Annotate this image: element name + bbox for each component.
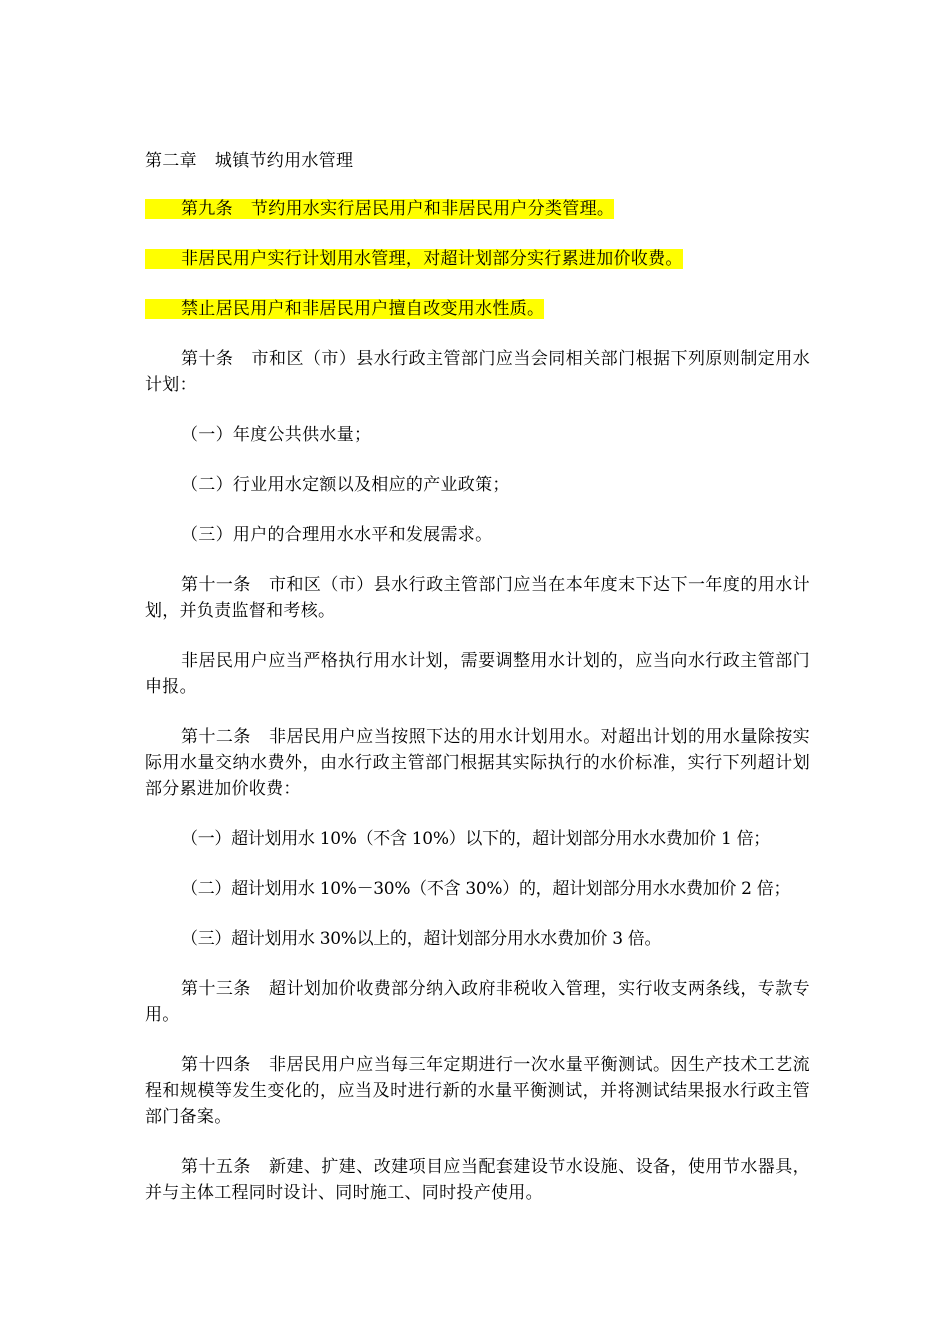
article-12-body: 非居民用户应当按照下达的用水计划用水。对超出计划的用水量除按实际用水量交纳水费外，由水行政主管部门根据其实际执行的水价标准，实行下列超计划部分累进加价收费： xyxy=(145,727,810,799)
article-15 xyxy=(145,1154,810,1206)
article-12-item-2: （二）超计划用水 10%－30%（不含 30%）的，超计划部分用水水费加价 2 倍； xyxy=(181,879,791,899)
chapter-title: 城镇节约用水管理 xyxy=(214,151,354,171)
article-15-head: 第十五条 xyxy=(181,1157,251,1177)
article-9-paragraph-3 xyxy=(145,296,810,322)
article-10-item-1: （一）年度公共供水量； xyxy=(181,425,372,445)
article-12-item-3: （三）超计划用水 30%以上的，超计划部分用水水费加价 3 倍。 xyxy=(181,929,662,949)
article-14-head: 第十四条 xyxy=(181,1055,251,1075)
article-13-body: 超计划加价收费部分纳入政府非税收入管理，实行收支两条线，专款专用。 xyxy=(145,979,810,1025)
article-9-paragraph-2 xyxy=(145,246,810,272)
article-9-head: 第九条 xyxy=(181,199,233,219)
article-12 xyxy=(145,724,810,802)
article-12-item-1: （一）超计划用水 10%（不含 10%）以下的，超计划部分用水水费加价 1 倍； xyxy=(181,829,771,849)
document-page xyxy=(145,148,810,1230)
article-12-head: 第十二条 xyxy=(181,727,251,747)
article-10-body: 市和区（市）县水行政主管部门应当会同相关部门根据下列原则制定用水计划： xyxy=(145,349,810,395)
article-11-head: 第十一条 xyxy=(181,575,251,595)
article-9-paragraph-3-text: 禁止居民用户和非居民用户擅自改变用水性质。 xyxy=(145,299,544,319)
article-10-head: 第十条 xyxy=(181,349,234,369)
article-9-paragraph-2-text: 非居民用户实行计划用水管理，对超计划部分实行累进加价收费。 xyxy=(145,249,683,269)
article-13-head: 第十三条 xyxy=(181,979,251,999)
article-11-paragraph-2: 非居民用户应当严格执行用水计划，需要调整用水计划的，应当向水行政主管部门申报。 xyxy=(145,651,810,697)
article-11 xyxy=(145,572,810,624)
article-13 xyxy=(145,976,810,1028)
article-9 xyxy=(145,196,810,222)
article-9-body: 节约用水实行居民用户和非居民用户分类管理。 xyxy=(250,199,615,219)
article-14-body: 非居民用户应当每三年定期进行一次水量平衡测试。因生产技术工艺流程和规模等发生变化的，应当及时进行新的水量平衡测试，并将测试结果报水行政主管部门备案。 xyxy=(145,1055,810,1127)
article-10-item-2: （二）行业用水定额以及相应的产业政策； xyxy=(181,475,510,495)
article-10-item-3: （三）用户的合理用水水平和发展需求。 xyxy=(181,525,493,545)
article-10 xyxy=(145,346,810,398)
chapter-heading xyxy=(145,148,810,174)
chapter-number: 第二章 xyxy=(145,151,197,171)
article-11-body: 市和区（市）县水行政主管部门应当在本年度末下达下一年度的用水计划，并负责监督和考核。 xyxy=(145,575,810,621)
article-14 xyxy=(145,1052,810,1130)
article-15-body: 新建、扩建、改建项目应当配套建设节水设施、设备，使用节水器具，并与主体工程同时设计、同时施工、同时投产使用。 xyxy=(145,1157,810,1203)
